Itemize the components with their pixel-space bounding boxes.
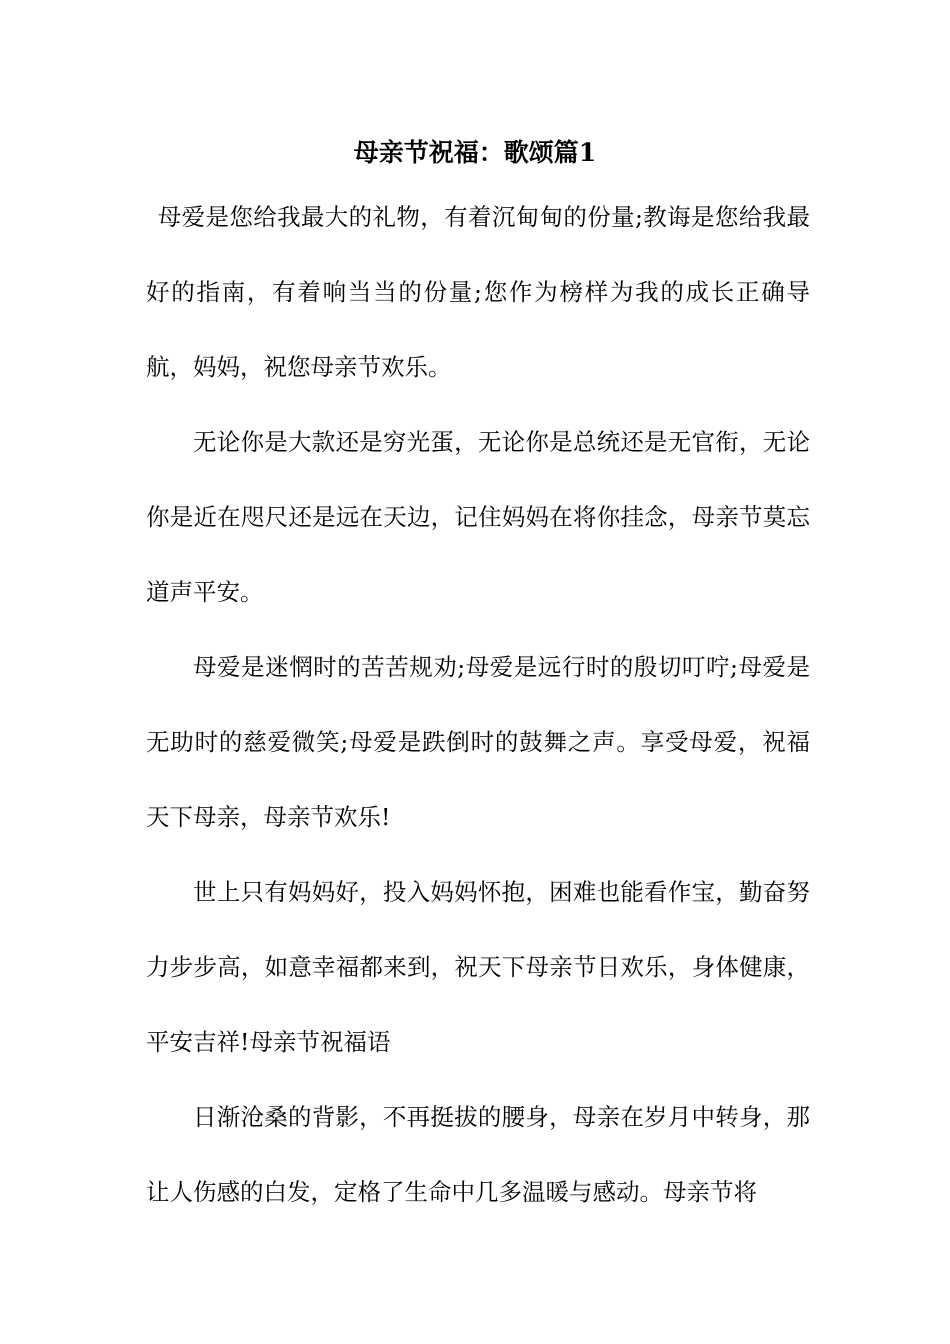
paragraph-5: 日渐沧桑的背影，不再挺拔的腰身，母亲在岁月中转身，那让人伤感的白发，定格了生命中几多温暖与感动。母亲节将 <box>146 1103 810 1206</box>
document-title: 母亲节祝福：歌颂篇1 <box>353 138 597 167</box>
paragraph-1: 母爱是您给我最大的礼物，有着沉甸甸的份量;教诲是您给我最好的指南，有着响当当的份量;您作为榜样为我的成长正确导航，妈妈，祝您母亲节欢乐。 <box>146 203 810 381</box>
paragraph-4: 世上只有妈妈好，投入妈妈怀抱，困难也能看作宝，勤奋努力步步高，如意幸福都来到，祝天下母亲节日欢乐，身体健康，平安吉祥!母亲节祝福语 <box>146 878 810 1056</box>
document-body <box>146 180 810 1230</box>
paragraph-2: 无论你是大款还是穷光蛋，无论你是总统还是无官衔，无论你是近在咫尺还是远在天边，记住妈妈在将你挂念，母亲节莫忘道声平安。 <box>146 428 810 606</box>
paragraph-3: 母爱是迷惘时的苦苦规劝;母爱是远行时的殷切叮咛;母爱是无助时的慈爱微笑;母爱是跌倒时的鼓舞之声。享受母爱，祝福天下母亲，母亲节欢乐! <box>146 653 810 831</box>
